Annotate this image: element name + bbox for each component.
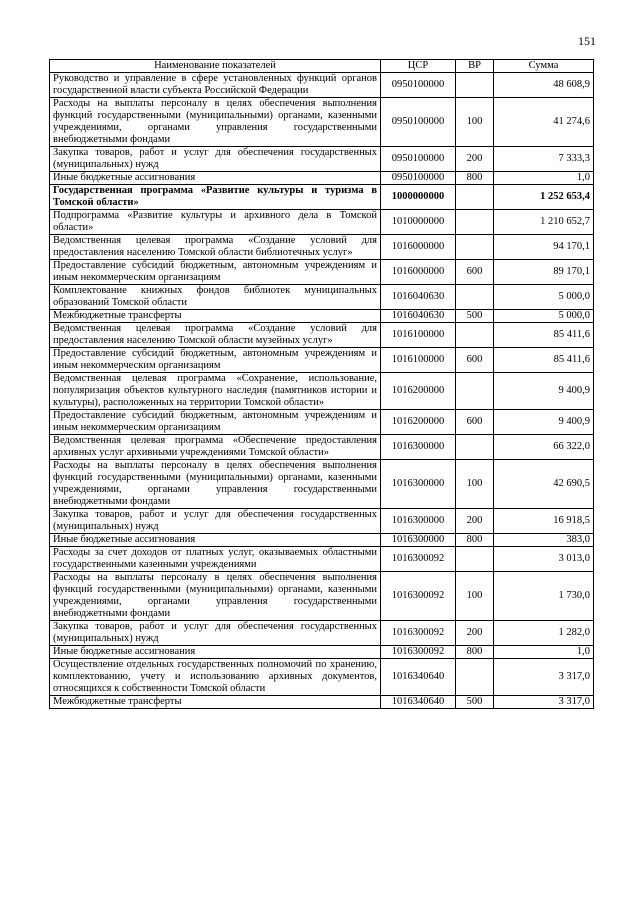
row-sum-cell: 1,0 — [494, 646, 594, 659]
table-row — [50, 310, 594, 323]
row-vr-cell: 800 — [456, 172, 494, 185]
row-name-cell: Предоставление субсидий бюджетным, автономным учреждениям и иным некоммерческим организациям — [50, 260, 381, 285]
row-vr-cell: 600 — [456, 348, 494, 373]
row-csr-cell: 1016300000 — [381, 435, 456, 460]
row-csr-cell: 0950100000 — [381, 98, 456, 147]
row-vr-cell: 800 — [456, 646, 494, 659]
row-vr-cell: 100 — [456, 460, 494, 509]
row-name-cell: Предоставление субсидий бюджетным, автономным учреждениям и иным некоммерческим организациям — [50, 348, 381, 373]
table-row — [50, 659, 594, 696]
row-vr-cell — [456, 210, 494, 235]
row-name-cell: Предоставление субсидий бюджетным, автономным учреждениям и иным некоммерческим организациям — [50, 410, 381, 435]
row-name-cell: Расходы на выплаты персоналу в целях обеспечения выполнения функций государственными (муниципальными) органами, казенными учреждениями, органами управления государственными внебюджетными фондами — [50, 460, 381, 509]
row-sum-cell: 3 317,0 — [494, 659, 594, 696]
row-sum-cell: 48 608,9 — [494, 73, 594, 98]
row-csr-cell: 1016340640 — [381, 696, 456, 709]
row-sum-cell: 5 000,0 — [494, 310, 594, 323]
row-csr-cell: 1016300092 — [381, 572, 456, 621]
table-row — [50, 260, 594, 285]
row-csr-cell: 1016000000 — [381, 235, 456, 260]
table-row — [50, 621, 594, 646]
table-row — [50, 534, 594, 547]
table-row — [50, 323, 594, 348]
row-name-cell: Иные бюджетные ассигнования — [50, 172, 381, 185]
row-vr-cell: 200 — [456, 509, 494, 534]
row-csr-cell: 1016200000 — [381, 410, 456, 435]
row-name-cell: Иные бюджетные ассигнования — [50, 646, 381, 659]
row-name-cell: Закупка товаров, работ и услуг для обеспечения государственных (муниципальных) нужд — [50, 621, 381, 646]
table-row — [50, 185, 594, 210]
row-name-cell: Ведомственная целевая программа «Сохранение, использование, популяризация объектов культурного наследия (памятников истории и культуры), расположенных на территории Томской области» — [50, 373, 381, 410]
row-csr-cell: 1000000000 — [381, 185, 456, 210]
row-sum-cell: 16 918,5 — [494, 509, 594, 534]
row-vr-cell: 200 — [456, 621, 494, 646]
row-vr-cell — [456, 547, 494, 572]
row-name-cell: Государственная программа «Развитие культуры и туризма в Томской области» — [50, 185, 381, 210]
table-row — [50, 373, 594, 410]
row-vr-cell — [456, 185, 494, 210]
row-csr-cell: 0950100000 — [381, 147, 456, 172]
header-name: Наименование показателей — [50, 60, 381, 73]
row-name-cell: Расходы за счет доходов от платных услуг, оказываемых областными государственными казенными учреждениями — [50, 547, 381, 572]
row-sum-cell: 85 411,6 — [494, 323, 594, 348]
row-name-cell: Ведомственная целевая программа «Обеспечение предоставления архивных услуг архивными учреждениями Томской области» — [50, 435, 381, 460]
row-vr-cell: 600 — [456, 260, 494, 285]
row-sum-cell: 3 013,0 — [494, 547, 594, 572]
row-name-cell: Расходы на выплаты персоналу в целях обеспечения выполнения функций государственными (муниципальными) органами, казенными учреждениями, органами управления государственными внебюджетными фондами — [50, 98, 381, 147]
row-vr-cell — [456, 373, 494, 410]
row-name-cell: Межбюджетные трансферты — [50, 696, 381, 709]
row-name-cell: Ведомственная целевая программа «Создание условий для предоставления населению Томской области библиотечных услуг» — [50, 235, 381, 260]
row-vr-cell: 500 — [456, 310, 494, 323]
row-sum-cell: 1 730,0 — [494, 572, 594, 621]
row-name-cell: Руководство и управление в сфере установленных функций органов государственной власти субъекта Российской Федерации — [50, 73, 381, 98]
header-csr: ЦСР — [381, 60, 456, 73]
row-name-cell: Межбюджетные трансферты — [50, 310, 381, 323]
row-csr-cell: 1016300092 — [381, 621, 456, 646]
row-csr-cell: 1016300000 — [381, 509, 456, 534]
row-csr-cell: 0950100000 — [381, 73, 456, 98]
row-sum-cell: 1 282,0 — [494, 621, 594, 646]
row-vr-cell: 100 — [456, 572, 494, 621]
page-number: 151 — [578, 34, 596, 48]
row-csr-cell: 1016200000 — [381, 373, 456, 410]
row-csr-cell: 1016340640 — [381, 659, 456, 696]
row-vr-cell — [456, 435, 494, 460]
row-csr-cell: 1010000000 — [381, 210, 456, 235]
row-vr-cell — [456, 235, 494, 260]
table-row — [50, 172, 594, 185]
row-name-cell: Закупка товаров, работ и услуг для обеспечения государственных (муниципальных) нужд — [50, 509, 381, 534]
table-row — [50, 435, 594, 460]
row-name-cell: Иные бюджетные ассигнования — [50, 534, 381, 547]
table-row — [50, 348, 594, 373]
row-vr-cell — [456, 323, 494, 348]
row-vr-cell: 200 — [456, 147, 494, 172]
row-name-cell: Расходы на выплаты персоналу в целях обеспечения выполнения функций государственными (муниципальными) органами, казенными учреждениями, органами управления государственными внебюджетными фондами — [50, 572, 381, 621]
row-vr-cell — [456, 659, 494, 696]
row-vr-cell: 600 — [456, 410, 494, 435]
row-csr-cell: 1016100000 — [381, 323, 456, 348]
row-sum-cell: 1,0 — [494, 172, 594, 185]
row-name-cell: Закупка товаров, работ и услуг для обеспечения государственных (муниципальных) нужд — [50, 147, 381, 172]
table-row — [50, 547, 594, 572]
table-row — [50, 235, 594, 260]
row-sum-cell: 9 400,9 — [494, 410, 594, 435]
header-sum: Сумма — [494, 60, 594, 73]
row-csr-cell: 1016300000 — [381, 460, 456, 509]
row-sum-cell: 3 317,0 — [494, 696, 594, 709]
row-sum-cell: 383,0 — [494, 534, 594, 547]
row-sum-cell: 94 170,1 — [494, 235, 594, 260]
row-sum-cell: 1 210 652,7 — [494, 210, 594, 235]
row-sum-cell: 41 274,6 — [494, 98, 594, 147]
row-sum-cell: 42 690,5 — [494, 460, 594, 509]
table-row — [50, 73, 594, 98]
budget-table — [49, 59, 594, 709]
row-csr-cell: 1016300092 — [381, 547, 456, 572]
row-vr-cell — [456, 285, 494, 310]
table-row — [50, 646, 594, 659]
row-sum-cell: 89 170,1 — [494, 260, 594, 285]
row-sum-cell: 1 252 653,4 — [494, 185, 594, 210]
header-vr: ВР — [456, 60, 494, 73]
table-header-row — [50, 60, 594, 73]
table-row — [50, 572, 594, 621]
row-vr-cell: 100 — [456, 98, 494, 147]
row-sum-cell: 85 411,6 — [494, 348, 594, 373]
table-row — [50, 410, 594, 435]
row-csr-cell: 1016040630 — [381, 285, 456, 310]
row-csr-cell: 1016300092 — [381, 646, 456, 659]
row-csr-cell: 1016300000 — [381, 534, 456, 547]
row-csr-cell: 1016040630 — [381, 310, 456, 323]
table-row — [50, 460, 594, 509]
row-sum-cell: 9 400,9 — [494, 373, 594, 410]
row-vr-cell: 500 — [456, 696, 494, 709]
row-vr-cell — [456, 73, 494, 98]
row-csr-cell: 1016000000 — [381, 260, 456, 285]
row-csr-cell: 0950100000 — [381, 172, 456, 185]
table-row — [50, 509, 594, 534]
row-name-cell: Подпрограмма «Развитие культуры и архивного дела в Томской области» — [50, 210, 381, 235]
table-row — [50, 210, 594, 235]
table-row — [50, 98, 594, 147]
row-sum-cell: 5 000,0 — [494, 285, 594, 310]
row-sum-cell: 7 333,3 — [494, 147, 594, 172]
table-row — [50, 147, 594, 172]
row-csr-cell: 1016100000 — [381, 348, 456, 373]
row-vr-cell: 800 — [456, 534, 494, 547]
table-row — [50, 285, 594, 310]
table-row — [50, 696, 594, 709]
row-sum-cell: 66 322,0 — [494, 435, 594, 460]
row-name-cell: Осуществление отдельных государственных полномочий по хранению, комплектованию, учету и использованию архивных документов, относящихся к собственности Томской области — [50, 659, 381, 696]
row-name-cell: Ведомственная целевая программа «Создание условий для предоставления населению Томской области музейных услуг» — [50, 323, 381, 348]
row-name-cell: Комплектование книжных фондов библиотек муниципальных образований Томской области — [50, 285, 381, 310]
